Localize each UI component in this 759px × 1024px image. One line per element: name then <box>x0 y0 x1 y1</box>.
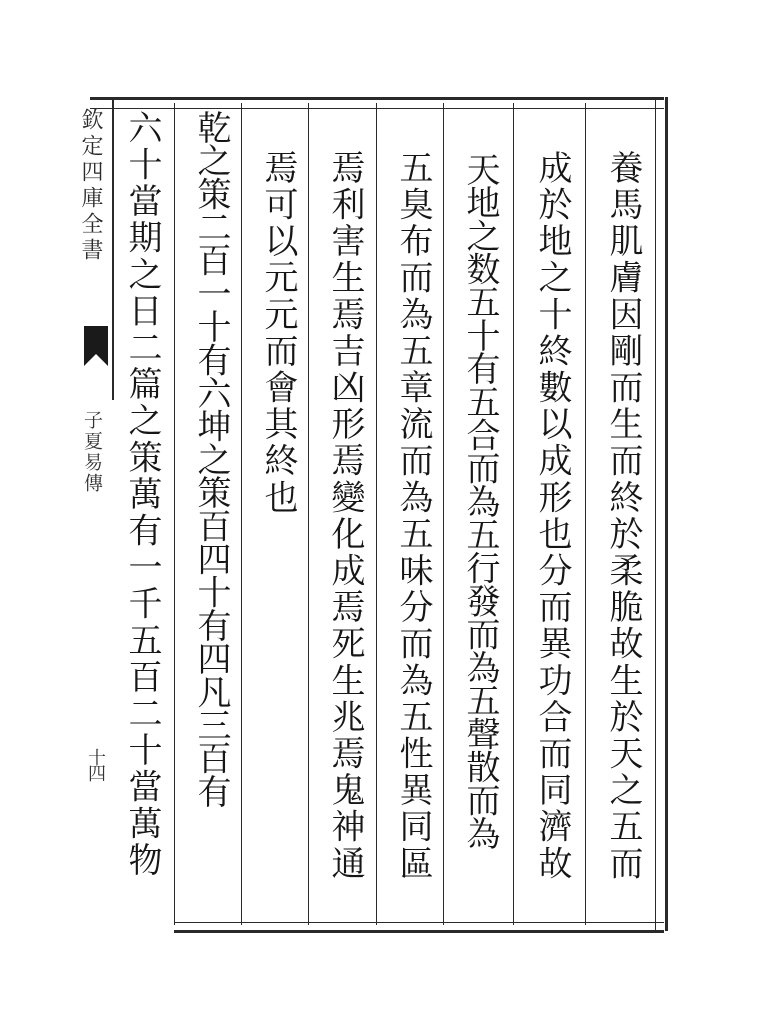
column-rule <box>308 103 309 925</box>
column-rule <box>174 103 175 925</box>
text-column-7: 乾之策二百一十有六坤之策百四十有四凡三百有 <box>191 110 231 808</box>
frame-right-border <box>655 97 668 931</box>
text-column-3: 天地之数五十有五合而為五行發而為五聲散而為 <box>460 152 500 850</box>
text-column-1: 養馬肌膚因剛而生而終於柔脆故生於天之五而 <box>603 150 643 882</box>
frame-top-border <box>90 97 664 109</box>
text-column-8: 六十當期之日二篇之策萬有一千五百二十當萬物 <box>122 110 162 879</box>
frame-bottom-border <box>174 922 664 933</box>
column-rule <box>585 103 586 925</box>
text-column-4: 五臭布而為五章流而為五味分而為五性異同區 <box>393 150 433 882</box>
text-column-2: 成於地之十終數以成形也分而異功合而同濟故 <box>532 150 572 882</box>
page-number: 十四 <box>85 748 106 780</box>
text-column-5: 焉利害生焉吉凶形焉變化成焉死生兆焉鬼神通 <box>325 150 365 882</box>
book-series-title: 欽定四庫全書 <box>78 108 103 264</box>
column-rule <box>513 103 514 925</box>
column-rule <box>376 103 377 925</box>
book-title: 子夏易傳 <box>81 410 103 494</box>
column-rule <box>241 103 242 925</box>
column-rule <box>443 103 444 925</box>
text-column-6: 焉可以元元而會其終也 <box>258 150 298 516</box>
